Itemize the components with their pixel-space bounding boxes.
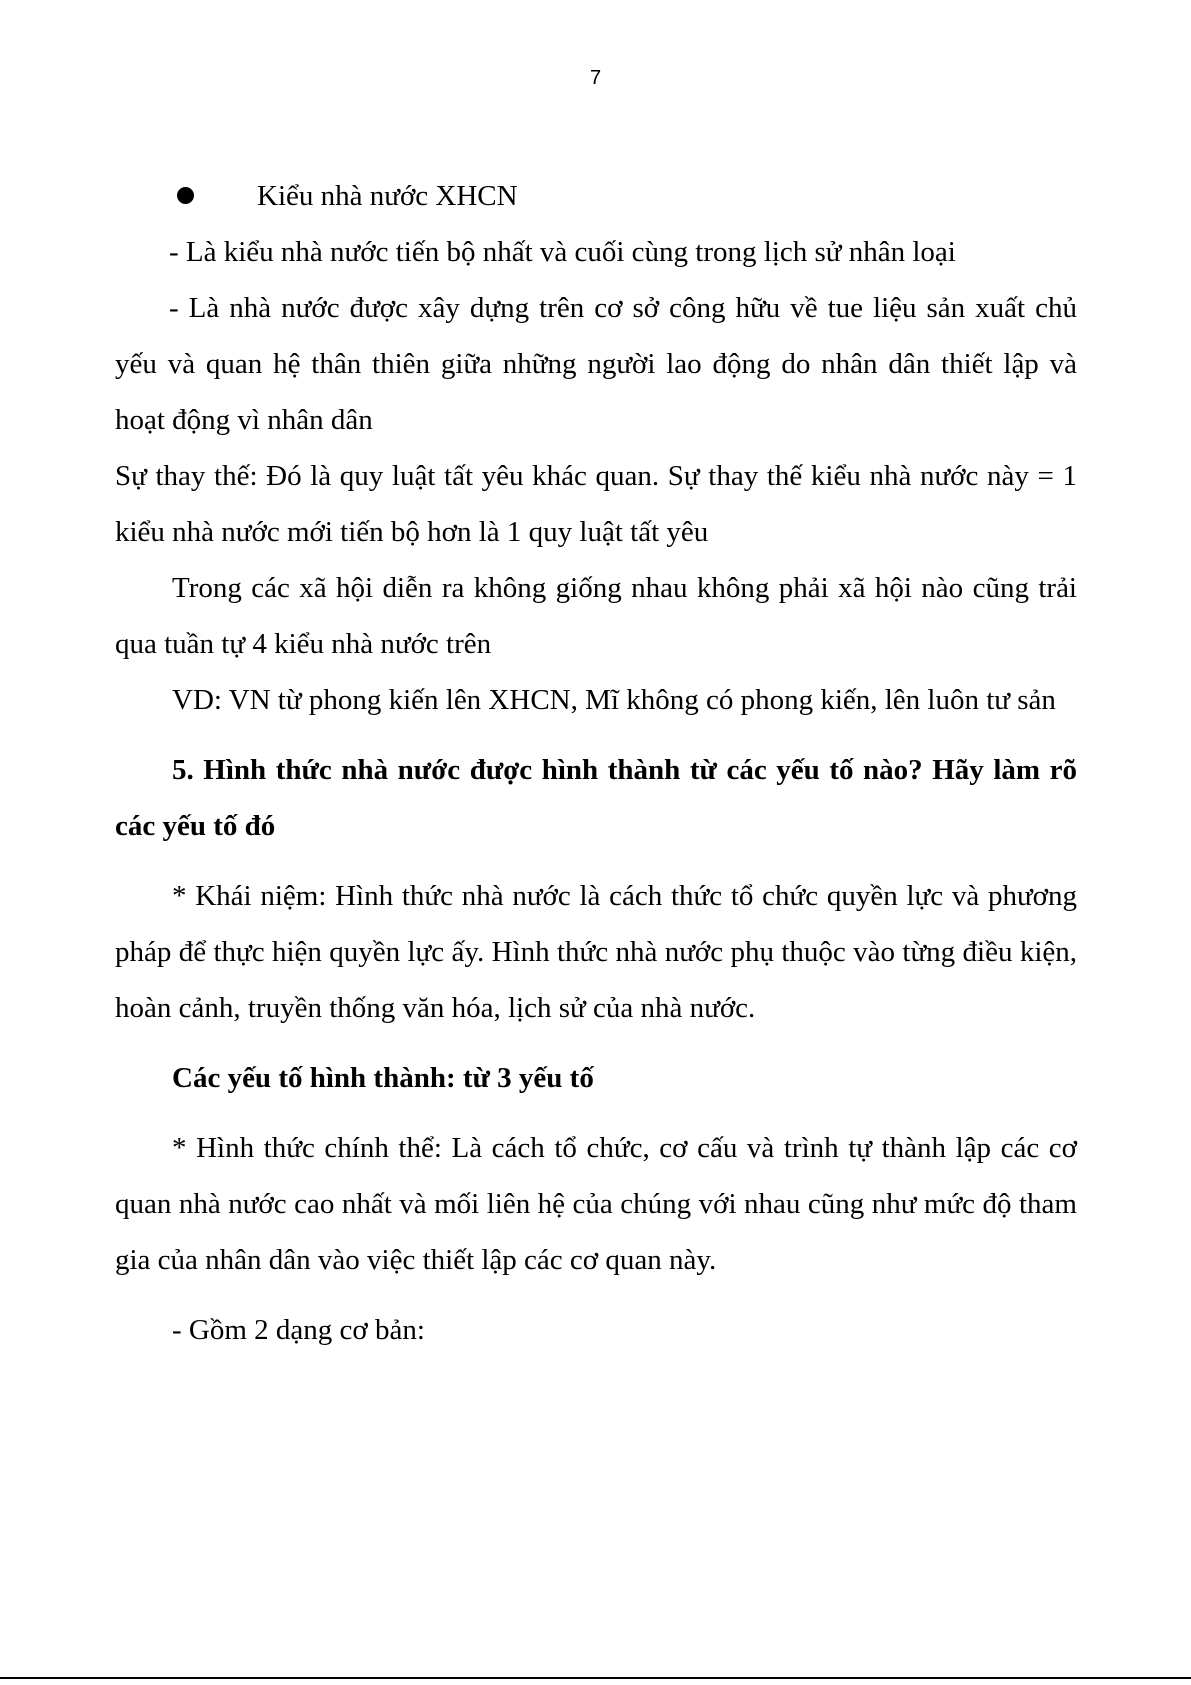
paragraph-example: VD: VN từ phong kiến lên XHCN, Mĩ không có phong kiến, lên luôn tư sản — [172, 684, 1056, 716]
dash-item-1: - Là kiểu nhà nước tiến bộ nhất và cuối cùng trong lịch sử nhân loại — [169, 236, 956, 268]
paragraph-government-form: * Hình thức chính thể: Là cách tổ chức, cơ cấu và trình tự thành lập các cơ quan nhà nước cao nhất và mối liên hệ của chúng với nhau cũng như mức độ tham gia của nhân dân vào việc thiết lập các cơ quan này. — [115, 1132, 1077, 1276]
paragraph-replacement: Sự thay thế: Đó là quy luật tất yêu khác quan. Sự thay thế kiểu nhà nước này = 1 kiểu nhà nước mới tiến bộ hơn là 1 quy luật tất yêu — [115, 460, 1077, 548]
bottom-divider — [0, 1677, 1191, 1679]
question-heading: 5. Hình thức nhà nước được hình thành từ các yếu tố nào? Hãy làm rõ các yếu tố đó — [115, 754, 1077, 842]
bullet-dot-icon — [177, 187, 194, 204]
paragraph-societies: Trong các xã hội diễn ra không giống nhau không phải xã hội nào cũng trải qua tuần tự 4 kiểu nhà nước trên — [115, 572, 1077, 660]
page-number: 7 — [589, 67, 602, 89]
subheading-factors: Các yếu tố hình thành: từ 3 yếu tố — [172, 1062, 594, 1094]
bullet-item-xhcn — [115, 168, 1077, 224]
document-body — [115, 168, 1077, 1358]
paragraph-concept: * Khái niệm: Hình thức nhà nước là cách thức tổ chức quyền lực và phương pháp để thực hiện quyền lực ấy. Hình thức nhà nước phụ thuộc vào từng điều kiện, hoàn cảnh, truyền thống văn hóa, lịch sử của nhà nước. — [115, 880, 1077, 1024]
dash-item-2: - Là nhà nước được xây dựng trên cơ sở công hữu về tue liệu sản xuất chủ yếu và quan hệ thân thiên giữa những người lao động do nhân dân thiết lập và hoạt động vì nhân dân — [115, 292, 1077, 436]
bullet-item-text: Kiểu nhà nước XHCN — [257, 180, 518, 212]
paragraph-two-types: - Gồm 2 dạng cơ bản: — [172, 1314, 425, 1346]
